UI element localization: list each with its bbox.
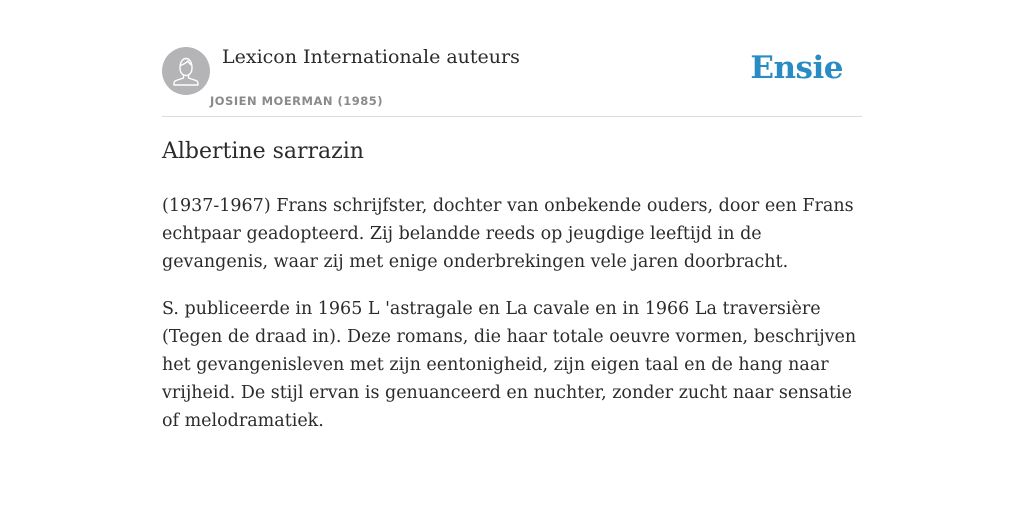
lexicon-title-link[interactable]: Lexicon Internationale auteurs [222, 46, 520, 68]
entry-title: Albertine sarrazin [162, 139, 364, 164]
entry-header [162, 0, 862, 117]
entry-paragraph: S. publiceerde in 1965 L 'astragale en La cavale en in 1966 La traversière (Tegen de draad in). Deze romans, die haar totale oeuvre vormen, beschrijven het gevangenisleven met zijn eentonigheid, zijn eigen taal en de hang naar vrijheid. De stijl ervan is genuanceerd en nuchter, zonder zucht naar sensatie of melodramatiek. [162, 299, 857, 431]
entry-body [162, 192, 862, 454]
entry-card [162, 0, 862, 431]
ensie-logo[interactable]: Ensie [750, 50, 843, 86]
entry-paragraph: (1937-1967) Frans schrijfster, dochter van onbekende ouders, door een Frans echtpaar geadopteerd. Zij belandde reeds op jeugdige leeftijd in de gevangenis, waar zij met enige onderbrekingen vele jaren doorbracht. [162, 196, 854, 272]
author-avatar[interactable] [162, 47, 210, 95]
user-silhouette-icon [162, 47, 210, 95]
author-credit[interactable]: JOSIEN MOERMAN (1985) [210, 94, 384, 108]
